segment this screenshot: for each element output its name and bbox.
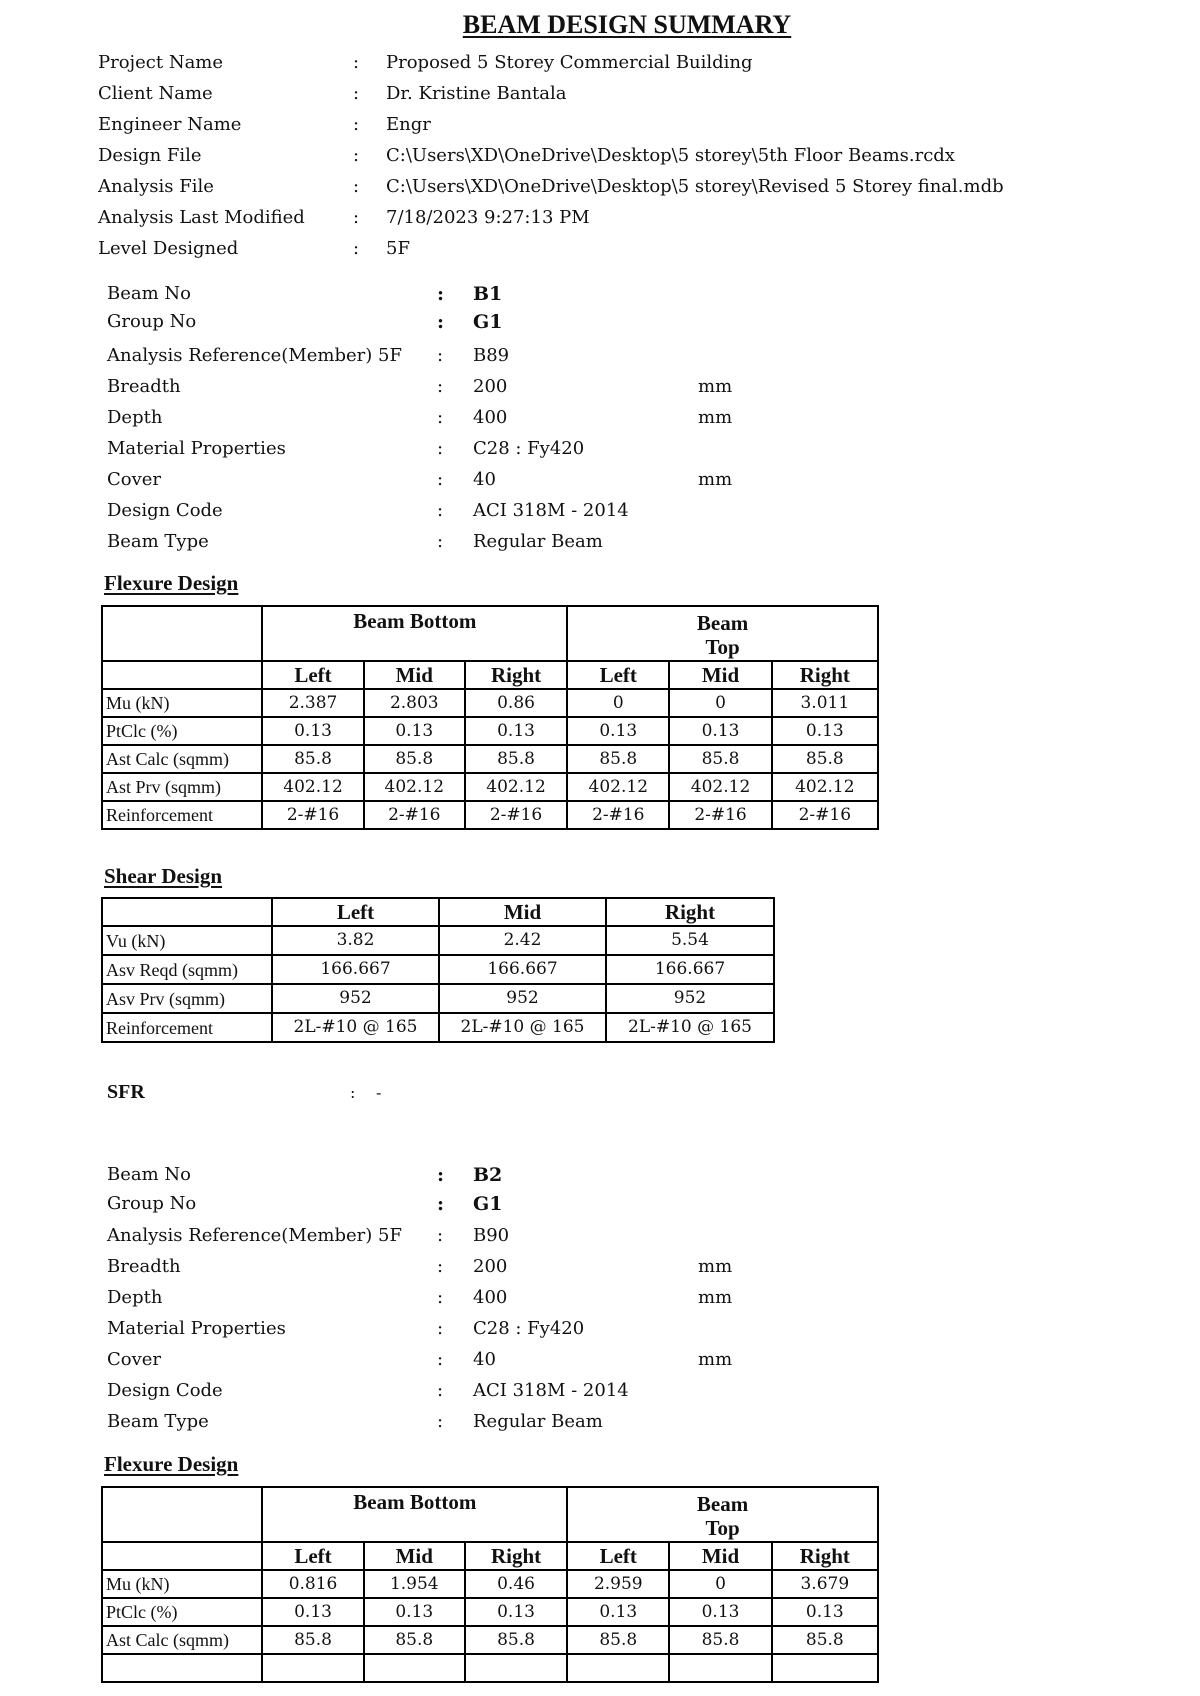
header-value: Dr. Kristine Bantala xyxy=(386,83,567,104)
blank-cell xyxy=(364,1654,465,1682)
colon: : xyxy=(437,1380,444,1401)
table-cell: 3.011 xyxy=(772,689,878,717)
beam-top-header-line2: Top xyxy=(705,635,740,660)
unit: mm xyxy=(698,469,733,490)
table-cell: 2.959 xyxy=(567,1570,669,1598)
table-cell: 85.8 xyxy=(772,1626,878,1654)
table-cell: 5.54 xyxy=(606,926,774,955)
header-value: Proposed 5 Storey Commercial Building xyxy=(386,52,753,73)
colon: : xyxy=(437,500,444,521)
row-label: Vu (kN) xyxy=(102,926,272,955)
table-cell: 2L-#10 @ 165 xyxy=(272,1013,439,1042)
colon: : xyxy=(437,1349,444,1370)
table-cell: 2.387 xyxy=(262,689,363,717)
beam-top-header xyxy=(567,606,878,661)
table-cell: 0 xyxy=(669,689,771,717)
beam-info-value: 400 xyxy=(473,407,508,428)
beam-info-label: Group No xyxy=(107,1193,197,1214)
colon: : xyxy=(437,1411,444,1432)
table-row xyxy=(102,773,878,801)
blank-cell xyxy=(772,1654,878,1682)
colon: : xyxy=(437,311,445,333)
table-cell: 402.12 xyxy=(364,773,465,801)
column-header: Right xyxy=(606,898,774,926)
row-label: Ast Calc (sqmm) xyxy=(102,1626,262,1654)
row-label: Reinforcement xyxy=(102,1013,272,1042)
beam-info-label: Cover xyxy=(107,1349,162,1370)
flexure-column-header-row xyxy=(102,1542,878,1570)
colon: : xyxy=(437,1318,444,1339)
beam-info-value: B90 xyxy=(473,1225,510,1246)
beam-info-label: Depth xyxy=(107,407,163,428)
beam-no-value: B1 xyxy=(473,283,503,305)
table-cell: 0.13 xyxy=(364,1598,465,1626)
sfr-value: - xyxy=(376,1083,382,1102)
beam-bottom-header: Beam Bottom xyxy=(262,1487,567,1542)
table-row xyxy=(102,955,774,984)
table-cell: 0.46 xyxy=(465,1570,567,1598)
column-header: Right xyxy=(772,1542,878,1570)
flexure-table xyxy=(101,605,879,830)
header-label: Level Designed xyxy=(98,238,239,259)
table-cell: 2L-#10 @ 165 xyxy=(606,1013,774,1042)
column-header: Right xyxy=(465,661,567,689)
table-cell: 166.667 xyxy=(272,955,439,984)
unit: mm xyxy=(698,1349,733,1370)
beam-info-label: Material Properties xyxy=(107,1318,286,1339)
beam-info-value: 40 xyxy=(473,1349,496,1370)
column-header: Mid xyxy=(669,661,771,689)
header-value: 5F xyxy=(386,238,410,259)
colon: : xyxy=(437,438,444,459)
flexure-column-header-row xyxy=(102,661,878,689)
beam-info-value: ACI 318M - 2014 xyxy=(473,500,629,521)
row-label: Mu (kN) xyxy=(102,689,262,717)
column-header: Mid xyxy=(364,661,465,689)
column-header: Left xyxy=(262,1542,363,1570)
beam-info-value: ACI 318M - 2014 xyxy=(473,1380,629,1401)
beam-info-label: Group No xyxy=(107,311,197,332)
unit: mm xyxy=(698,376,733,397)
table-cell: 402.12 xyxy=(772,773,878,801)
table-cell: 0.13 xyxy=(465,717,567,745)
colon: : xyxy=(437,469,444,490)
table-cell: 0.816 xyxy=(262,1570,363,1598)
beam-info-value: C28 : Fy420 xyxy=(473,438,585,459)
column-header: Right xyxy=(465,1542,567,1570)
table-cell: 85.8 xyxy=(567,745,669,773)
table-cell: 1.954 xyxy=(364,1570,465,1598)
beam-info-label: Cover xyxy=(107,469,162,490)
table-cell: 166.667 xyxy=(439,955,606,984)
table-row xyxy=(102,926,774,955)
flexure-table xyxy=(101,1486,879,1683)
table-cell: 402.12 xyxy=(567,773,669,801)
colon: : xyxy=(437,345,444,366)
flexure-design-heading: Flexure Design xyxy=(104,571,239,595)
table-cell: 2.803 xyxy=(364,689,465,717)
table-cell: 2-#16 xyxy=(364,801,465,829)
table-cell: 952 xyxy=(439,984,606,1013)
column-header: Left xyxy=(272,898,439,926)
beam-top-header-line1: Beam xyxy=(696,611,749,635)
table-cell: 0 xyxy=(669,1570,771,1598)
table-row xyxy=(102,1626,878,1654)
blank-cell xyxy=(102,898,272,926)
blank-cell xyxy=(102,1487,262,1542)
colon: : xyxy=(353,52,360,73)
blank-cell xyxy=(102,1542,262,1570)
colon: : xyxy=(437,1256,444,1277)
table-cell: 402.12 xyxy=(262,773,363,801)
beam-info-label: Breadth xyxy=(107,1256,181,1277)
flexure-group-header-row xyxy=(102,1487,878,1542)
flexure-design-heading: Flexure Design xyxy=(104,1452,239,1476)
beam-info-label: Design Code xyxy=(107,1380,223,1401)
table-cell: 85.8 xyxy=(262,1626,363,1654)
header-label: Client Name xyxy=(98,83,213,104)
table-row xyxy=(102,745,878,773)
header-value: C:\Users\XD\OneDrive\Desktop\5 storey\Revised 5 Storey final.mdb xyxy=(386,176,1004,197)
table-cell: 2-#16 xyxy=(772,801,878,829)
beam-info-value: B89 xyxy=(473,345,510,366)
row-label: PtClc (%) xyxy=(102,1598,262,1626)
beam-bottom-header: Beam Bottom xyxy=(262,606,567,661)
table-cell: 85.8 xyxy=(465,1626,567,1654)
colon: : xyxy=(350,1083,356,1102)
beam-info-label: Breadth xyxy=(107,376,181,397)
colon: : xyxy=(437,1225,444,1246)
blank-cell xyxy=(102,661,262,689)
beam-info-label: Design Code xyxy=(107,500,223,521)
beam-info-label: Analysis Reference(Member) 5F xyxy=(107,345,402,366)
beam-info-label: Beam No xyxy=(107,283,191,304)
table-cell: 85.8 xyxy=(567,1626,669,1654)
beam-no-value: B2 xyxy=(473,1164,503,1186)
blank-cell xyxy=(102,1654,262,1682)
column-header: Mid xyxy=(669,1542,771,1570)
beam-info-value: 200 xyxy=(473,1256,508,1277)
table-cell: 2-#16 xyxy=(567,801,669,829)
column-header: Right xyxy=(772,661,878,689)
colon: : xyxy=(353,145,360,166)
table-row xyxy=(102,1570,878,1598)
column-header: Left xyxy=(567,661,669,689)
sfr-label: SFR xyxy=(107,1081,145,1103)
column-header: Left xyxy=(262,661,363,689)
beam-info-value: Regular Beam xyxy=(473,1411,603,1432)
colon: : xyxy=(353,207,360,228)
table-row xyxy=(102,1598,878,1626)
table-cell: 85.8 xyxy=(364,1626,465,1654)
colon: : xyxy=(437,376,444,397)
shear-column-header-row xyxy=(102,898,774,926)
unit: mm xyxy=(698,407,733,428)
beam-top-header xyxy=(567,1487,878,1542)
table-row xyxy=(102,689,878,717)
beam-info-label: Beam No xyxy=(107,1164,191,1185)
table-cell: 0 xyxy=(567,689,669,717)
row-label: Asv Reqd (sqmm) xyxy=(102,955,272,984)
colon: : xyxy=(353,238,360,259)
table-cell: 402.12 xyxy=(669,773,771,801)
header-label: Design File xyxy=(98,145,202,166)
table-cell: 3.679 xyxy=(772,1570,878,1598)
table-cell: 0.13 xyxy=(669,717,771,745)
colon: : xyxy=(353,83,360,104)
row-label: Reinforcement xyxy=(102,801,262,829)
table-cell: 0.13 xyxy=(262,717,363,745)
colon: : xyxy=(437,1164,445,1186)
table-cell: 85.8 xyxy=(364,745,465,773)
blank-cell xyxy=(262,1654,363,1682)
table-row xyxy=(102,984,774,1013)
table-cell: 952 xyxy=(272,984,439,1013)
shear-design-heading: Shear Design xyxy=(104,864,223,888)
table-cell: 3.82 xyxy=(272,926,439,955)
table-cell: 2L-#10 @ 165 xyxy=(439,1013,606,1042)
header-label: Analysis File xyxy=(98,176,214,197)
beam-top-header-line1: Beam xyxy=(696,1492,749,1516)
table-cell: 166.667 xyxy=(606,955,774,984)
table-cell: 2-#16 xyxy=(262,801,363,829)
unit: mm xyxy=(698,1256,733,1277)
flexure-group-header-row xyxy=(102,606,878,661)
table-cell: 85.8 xyxy=(262,745,363,773)
table-cell: 85.8 xyxy=(772,745,878,773)
table-cell: 85.8 xyxy=(465,745,567,773)
beam-info-label: Beam Type xyxy=(107,531,209,552)
beam-info-value: 40 xyxy=(473,469,496,490)
table-cell: 0.13 xyxy=(465,1598,567,1626)
table-cell: 0.13 xyxy=(364,717,465,745)
beam-info-value: Regular Beam xyxy=(473,531,603,552)
colon: : xyxy=(437,1287,444,1308)
beam-info-value: 400 xyxy=(473,1287,508,1308)
table-cell: 0.13 xyxy=(772,1598,878,1626)
header-label: Engineer Name xyxy=(98,114,242,135)
column-header: Mid xyxy=(439,898,606,926)
row-label: Ast Calc (sqmm) xyxy=(102,745,262,773)
colon: : xyxy=(437,1193,445,1215)
shear-table xyxy=(101,897,775,1043)
header-value: C:\Users\XD\OneDrive\Desktop\5 storey\5th Floor Beams.rcdx xyxy=(386,145,955,166)
table-cell: 85.8 xyxy=(669,1626,771,1654)
table-row xyxy=(102,801,878,829)
table-row xyxy=(102,717,878,745)
header-label: Analysis Last Modified xyxy=(98,207,305,228)
colon: : xyxy=(353,176,360,197)
colon: : xyxy=(437,531,444,552)
beam-info-label: Analysis Reference(Member) 5F xyxy=(107,1225,402,1246)
beam-info-label: Beam Type xyxy=(107,1411,209,1432)
table-cell: 0.13 xyxy=(262,1598,363,1626)
beam-top-header-line2: Top xyxy=(705,1516,740,1541)
table-cell: 402.12 xyxy=(465,773,567,801)
table-cell: 0.86 xyxy=(465,689,567,717)
row-label: PtClc (%) xyxy=(102,717,262,745)
beam-info-label: Depth xyxy=(107,1287,163,1308)
table-cell: 85.8 xyxy=(669,745,771,773)
beam-info-value: 200 xyxy=(473,376,508,397)
beam-info-value: C28 : Fy420 xyxy=(473,1318,585,1339)
group-no-value: G1 xyxy=(473,1193,503,1215)
table-cell: 0.13 xyxy=(567,1598,669,1626)
row-label: Asv Prv (sqmm) xyxy=(102,984,272,1013)
column-header: Mid xyxy=(364,1542,465,1570)
table-row xyxy=(102,1654,878,1682)
row-label: Ast Prv (sqmm) xyxy=(102,773,262,801)
header-label: Project Name xyxy=(98,52,224,73)
blank-cell xyxy=(102,606,262,661)
header-value: Engr xyxy=(386,114,431,135)
header-value: 7/18/2023 9:27:13 PM xyxy=(386,207,590,228)
blank-cell xyxy=(567,1654,669,1682)
table-cell: 0.13 xyxy=(772,717,878,745)
blank-cell xyxy=(465,1654,567,1682)
table-cell: 2-#16 xyxy=(669,801,771,829)
page-title: BEAM DESIGN SUMMARY xyxy=(462,10,792,39)
beam-info-label: Material Properties xyxy=(107,438,286,459)
column-header: Left xyxy=(567,1542,669,1570)
table-cell: 0.13 xyxy=(669,1598,771,1626)
colon: : xyxy=(437,283,445,305)
colon: : xyxy=(353,114,360,135)
table-cell: 2.42 xyxy=(439,926,606,955)
table-cell: 952 xyxy=(606,984,774,1013)
table-cell: 2-#16 xyxy=(465,801,567,829)
row-label: Mu (kN) xyxy=(102,1570,262,1598)
group-no-value: G1 xyxy=(473,311,503,333)
blank-cell xyxy=(669,1654,771,1682)
table-row xyxy=(102,1013,774,1042)
colon: : xyxy=(437,407,444,428)
unit: mm xyxy=(698,1287,733,1308)
table-cell: 0.13 xyxy=(567,717,669,745)
